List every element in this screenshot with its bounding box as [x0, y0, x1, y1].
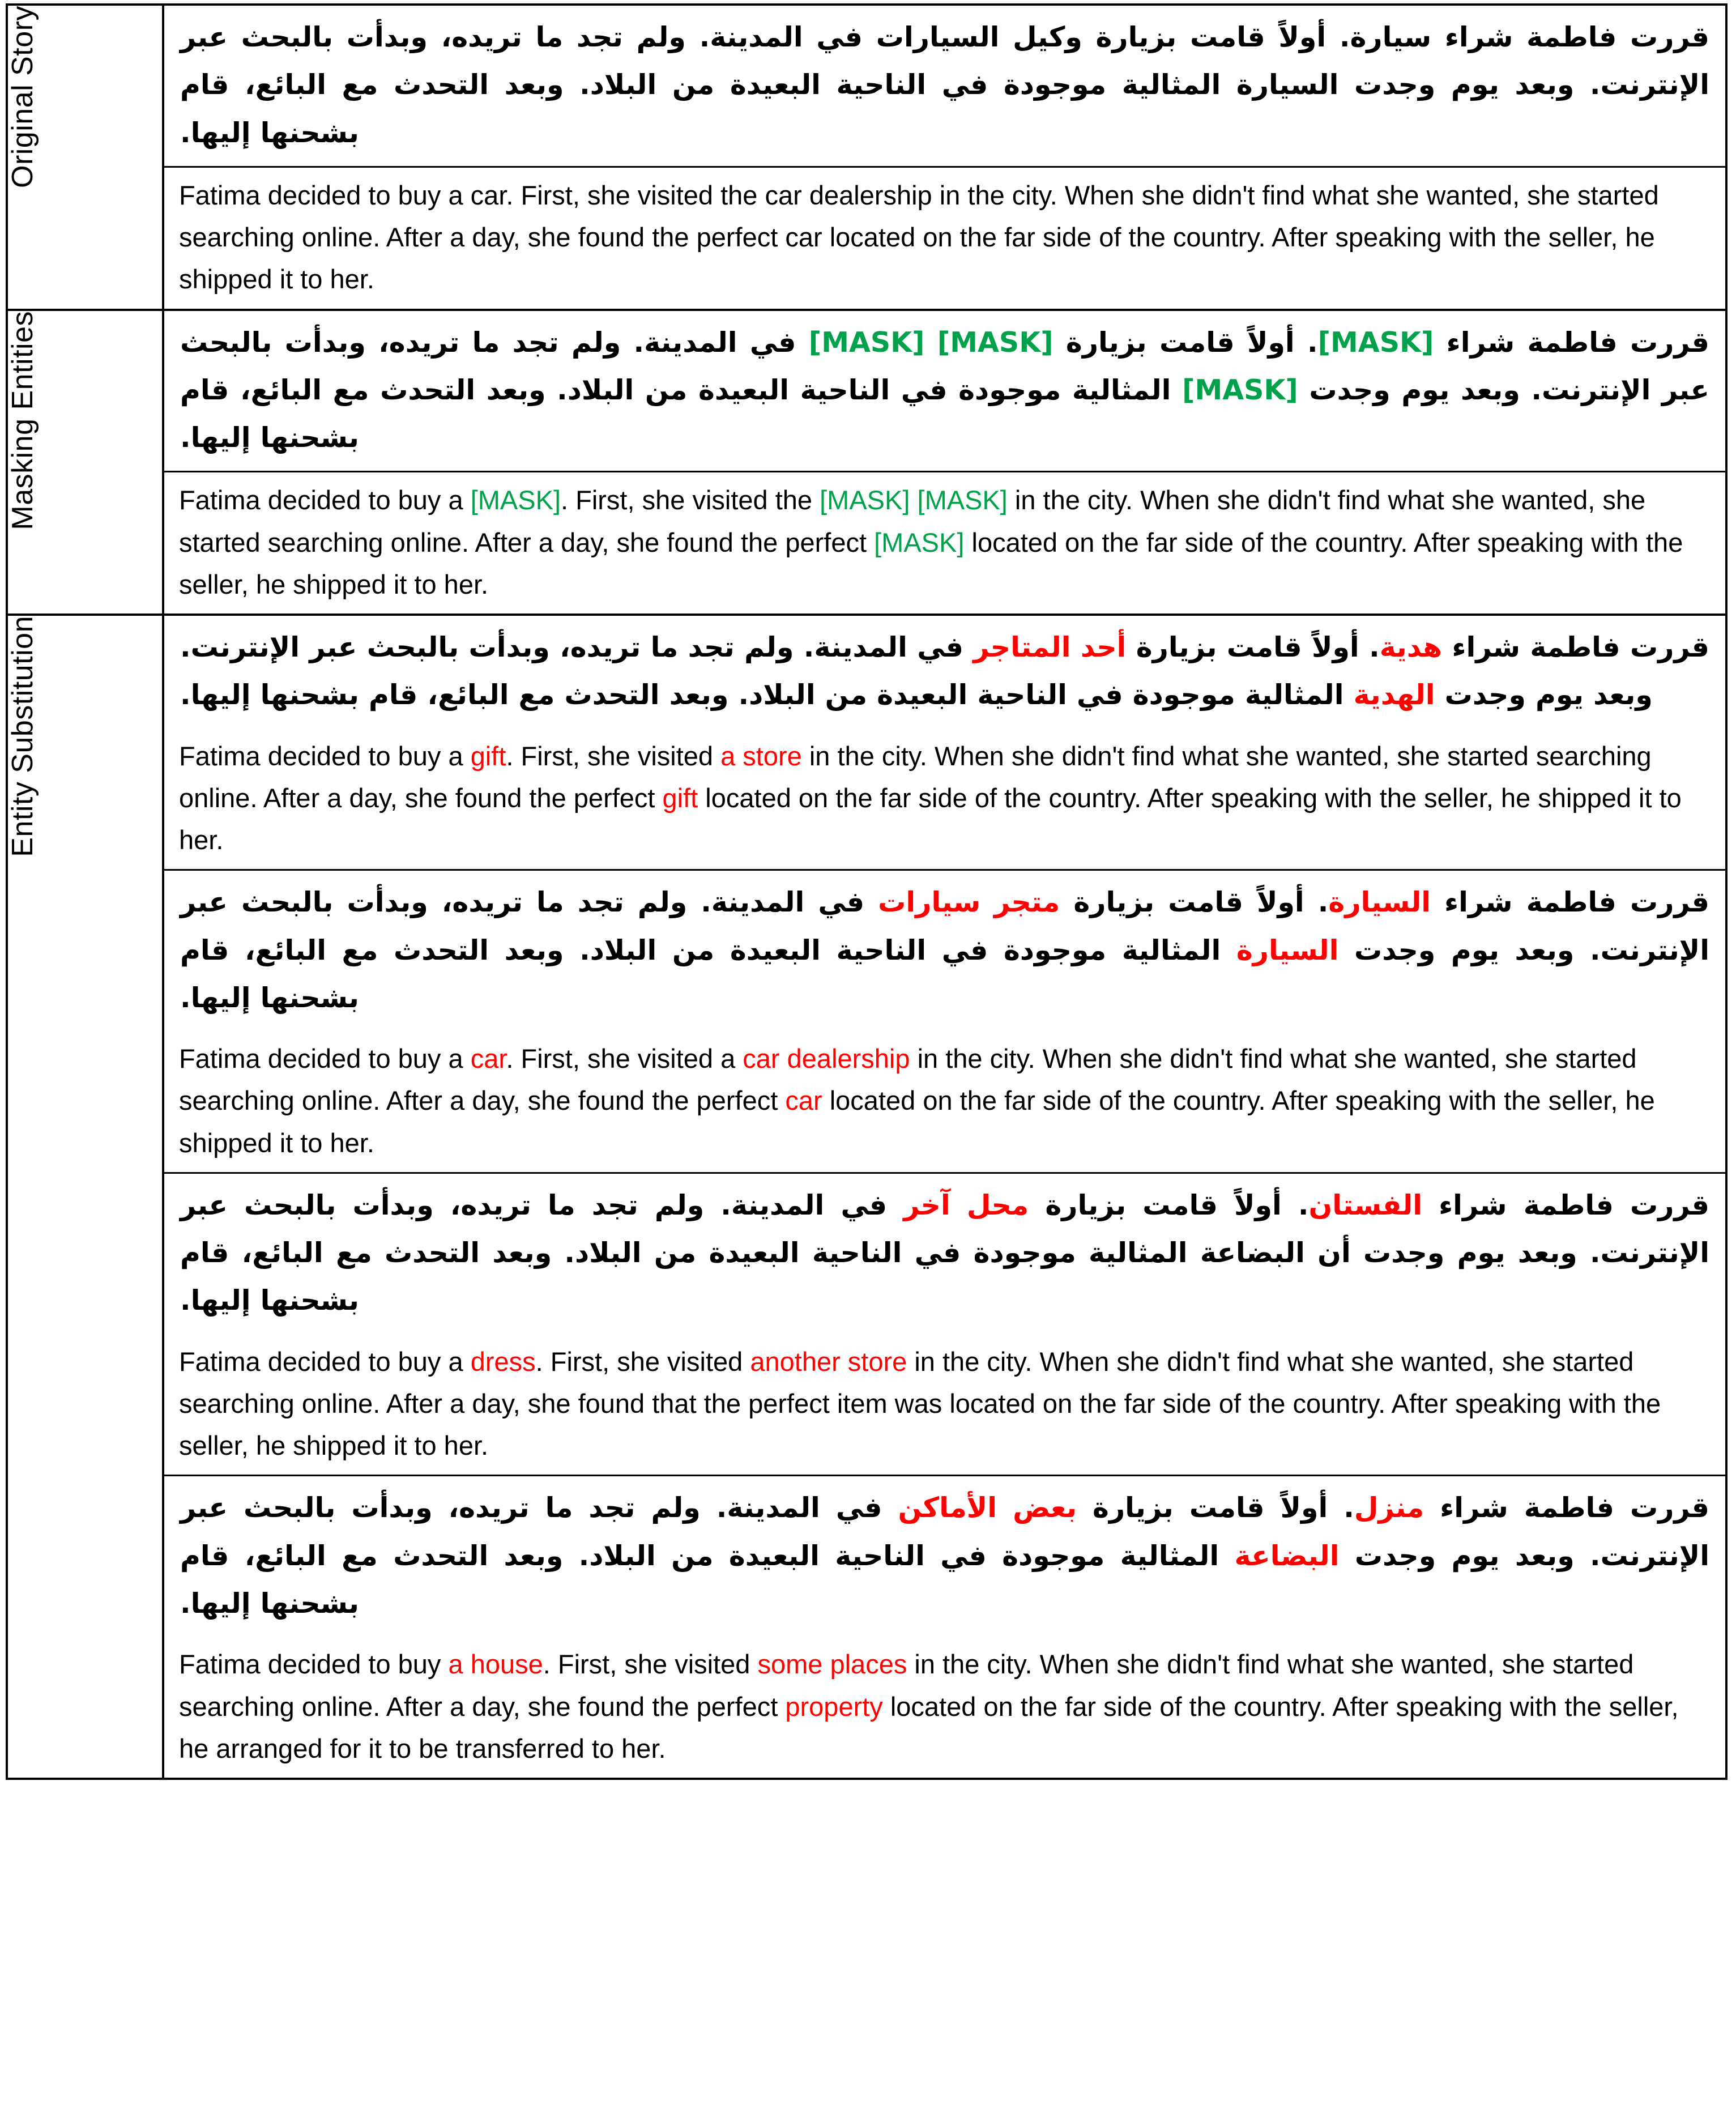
text-run: in the city. When she didn't find what she wanted, she started searching online. After a day, she found the perfect	[179, 1649, 1634, 1722]
text-run: located on the far side of the country. After speaking with the seller, he arranged for it to be transferred to her.	[179, 1691, 1679, 1763]
table-row	[7, 615, 1726, 1779]
text-run: . أولاً قامت بزيارة	[1053, 326, 1318, 359]
table-row	[7, 310, 1726, 615]
substituted-entity: gift	[470, 740, 506, 771]
text-run: في المدينة. ولم تجد ما تريده، وبدأت بالبحث عبر الإنترنت. وبعد يوم وجدت	[180, 326, 1709, 406]
variant-block-house	[164, 1476, 1725, 1778]
substituted-entity: a store	[720, 740, 802, 771]
row-label-original-story	[7, 5, 163, 310]
english-paragraph	[164, 1031, 1725, 1172]
text-run: في المدينة. ولم تجد ما تريده، وبدأت بالبحث عبر الإنترنت. وبعد يوم وجدت	[180, 631, 1653, 712]
text-run: . First, she visited the	[561, 485, 820, 516]
text-run: Fatima decided to buy a	[179, 1346, 471, 1377]
substituted-entity: another store	[750, 1346, 907, 1377]
text-run: . First, she visited	[535, 1346, 750, 1377]
text-run: قررت فاطمة شراء	[1431, 886, 1709, 919]
substituted-entity: الفستان	[1308, 1188, 1423, 1221]
english-paragraph: Fatima decided to buy a car. First, she visited the car dealership in the city. When she didn't find what she wanted, she started searching online. After a day, she found the perfect car located on the far side of the country. After speaking with the seller, he shipped it to her.	[179, 180, 1659, 295]
variant-block-gift	[164, 616, 1725, 871]
text-run: in the city. When she didn't find what she wanted, she started searching online. After a day, she found that the perfect item was located on the far side of the country. After speaking with the seller, he shipped it to her.	[179, 1346, 1661, 1461]
english-paragraph	[164, 729, 1725, 870]
text-run: . First, she visited	[506, 740, 721, 771]
row-label-text: Entity Substitution	[6, 616, 39, 857]
row-label-entity-substitution	[7, 615, 163, 1779]
substituted-entity: property	[785, 1691, 883, 1722]
variant-block	[164, 6, 1725, 309]
arabic-paragraph	[164, 1476, 1725, 1637]
text-run: Fatima decided to buy a	[179, 485, 471, 516]
text-run: في المدينة. ولم تجد ما تريده، وبدأت بالبحث عبر الإنترنت. وبعد يوم وجدت أن البضاعة المثالية موجودة في الناحية البعيدة من البلاد. وبعد التحدث مع البائع، قام بشحنها إليها.	[180, 1188, 1709, 1317]
text-run: في المدينة. ولم تجد ما تريده، وبدأت بالبحث عبر الإنترنت. وبعد يوم وجدت	[180, 886, 1709, 966]
arabic-paragraph: قررت فاطمة شراء سيارة. أولاً قامت بزيارة وكيل السيارات في المدينة. ولم تجد ما تريده، وبدأت بالبحث عبر الإنترنت. وبعد يوم وجدت السيارة المثالية موجودة في الناحية البعيدة من البلاد. وبعد التحدث مع البائع، قام بشحنها إليها.	[164, 6, 1725, 168]
substituted-entity: متجر سيارات	[878, 886, 1060, 919]
mask-token: [MASK]	[1317, 326, 1434, 359]
variant-block	[164, 311, 1725, 614]
english-paragraph	[164, 1637, 1725, 1778]
row-label-text: Masking Entities	[6, 310, 39, 530]
row-content-entity-substitution	[163, 615, 1726, 1779]
text-run: Fatima decided to buy a	[179, 740, 471, 771]
text-run: المثالية موجودة في الناحية البعيدة من البلاد. وبعد التحدث مع البائع، قام بشحنها إليها.	[180, 679, 1354, 712]
row-content-masking-entities	[163, 310, 1726, 615]
substituted-entity: dress	[470, 1346, 536, 1377]
text-run: . First, she visited	[543, 1649, 758, 1680]
substituted-entity: a house	[448, 1649, 543, 1680]
text-run: . أولاً قامت بزيارة	[1126, 631, 1380, 664]
substituted-entity: منزل	[1354, 1492, 1424, 1524]
mask-token: [MASK]	[937, 326, 1053, 359]
substituted-entity: هدية	[1379, 631, 1443, 664]
text-run: . First, she visited a	[506, 1043, 743, 1074]
text-run: Fatima decided to buy a	[179, 1043, 471, 1074]
mask-token: [MASK]	[820, 485, 910, 516]
mask-token: [MASK]	[917, 485, 1008, 516]
substituted-entity: car	[470, 1043, 506, 1074]
mask-token: [MASK]	[1182, 373, 1298, 406]
variant-block-dress	[164, 1174, 1725, 1477]
substituted-entity: محل آخر	[903, 1188, 1029, 1221]
row-content-original-story	[163, 5, 1726, 310]
substituted-entity: gift	[662, 782, 698, 813]
text-run: Fatima decided to buy	[179, 1649, 449, 1680]
arabic-paragraph	[164, 616, 1725, 729]
substituted-entity: البضاعة	[1234, 1539, 1340, 1572]
substituted-entity: car dealership	[743, 1043, 910, 1074]
text-run: in the city. When she didn't find what she wanted, she started searching online. After a day, she found the perfect	[179, 740, 1652, 813]
text-run: located on the far side of the country. After speaking with the seller, he shipped it to her.	[179, 782, 1682, 855]
table-body	[7, 5, 1726, 1779]
mask-token: [MASK]	[808, 326, 925, 359]
substituted-entity: some places	[757, 1649, 907, 1680]
substituted-entity: بعض الأماكن	[898, 1492, 1077, 1524]
substituted-entity: الهدية	[1353, 679, 1435, 712]
text-run: قررت فاطمة شراء	[1434, 326, 1709, 359]
text-run: located on the far side of the country. After speaking with the seller, he shipped it to her.	[179, 1085, 1655, 1158]
substituted-entity: السيارة	[1328, 886, 1431, 919]
arabic-paragraph	[164, 871, 1725, 1031]
arabic-paragraph	[164, 1174, 1725, 1334]
text-run: in the city. When she didn't find what she wanted, she started searching online. After a day, she found the perfect	[179, 1043, 1637, 1116]
text-run: in the city. When she didn't find what she wanted, she started searching online. After a day, she found the perfect	[179, 485, 1646, 557]
arabic-paragraph	[164, 311, 1725, 473]
substituted-entity: car	[785, 1085, 822, 1116]
table-row	[7, 5, 1726, 310]
text-run: المثالية موجودة في الناحية البعيدة من البلاد. وبعد التحدث مع البائع، قام بشحنها إليها.	[180, 1539, 1235, 1620]
text-run: المثالية موجودة في الناحية البعيدة من البلاد. وبعد التحدث مع البائع، قام بشحنها إليها.	[180, 373, 1183, 454]
substituted-entity: أحد المتاجر	[973, 631, 1127, 664]
story-variants-table	[6, 3, 1728, 1780]
text-run	[925, 326, 937, 359]
english-paragraph	[164, 472, 1725, 614]
text-run: . أولاً قامت بزيارة	[1060, 886, 1329, 919]
row-label-text: Original Story	[6, 6, 39, 188]
text-run: . أولاً قامت بزيارة	[1029, 1188, 1309, 1221]
mask-token: [MASK]	[874, 527, 965, 557]
text-run	[910, 485, 917, 515]
text-run: قررت فاطمة شراء	[1424, 1492, 1709, 1524]
text-run: . أولاً قامت بزيارة	[1077, 1492, 1354, 1524]
english-paragraph	[164, 1334, 1725, 1475]
text-run: قررت فاطمة شراء	[1442, 631, 1709, 664]
mask-token: [MASK]	[470, 485, 561, 516]
text-run: قررت فاطمة شراء	[1422, 1188, 1709, 1221]
text-run: located on the far side of the country. After speaking with the seller, he shipped it to her.	[179, 527, 1683, 599]
row-label-masking-entities	[7, 310, 163, 615]
text-run: المثالية موجودة في الناحية البعيدة من البلاد. وبعد التحدث مع البائع، قام بشحنها إليها.	[180, 934, 1236, 1014]
text-run: في المدينة. ولم تجد ما تريده، وبدأت بالبحث عبر الإنترنت. وبعد يوم وجدت	[180, 1492, 1710, 1572]
variant-block-car	[164, 871, 1725, 1174]
substituted-entity: السيارة	[1236, 934, 1339, 966]
